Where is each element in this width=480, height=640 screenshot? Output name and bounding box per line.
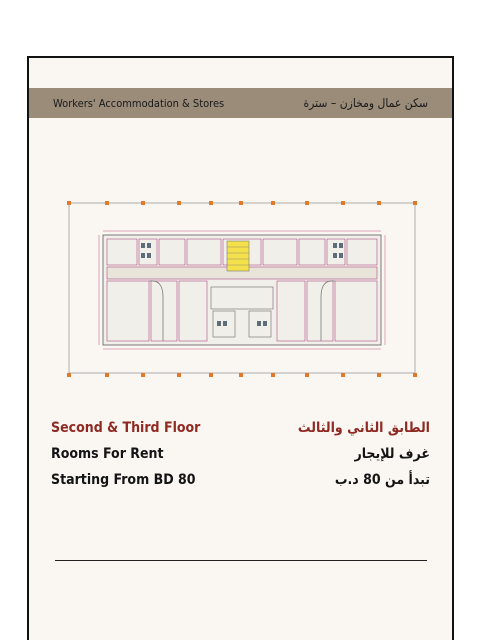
- floor-plan-drawing: [67, 201, 417, 377]
- rent-label-ar: غرف للإيجار: [354, 446, 430, 462]
- floor-label-en: Second & Third Floor: [51, 420, 201, 436]
- floor-label-row: [29, 420, 452, 436]
- price-label-ar: تبدأ من 80 د.ب: [334, 472, 430, 488]
- floor-label-ar: الطابق الثاني والثالث: [297, 420, 430, 436]
- divider-line: [55, 560, 427, 561]
- header-banner: [29, 88, 452, 118]
- price-label-en: Starting From BD 80: [51, 472, 196, 488]
- rent-label-row: [29, 446, 452, 462]
- brochure-page: [27, 56, 454, 640]
- rent-label-en: Rooms For Rent: [51, 446, 164, 462]
- banner-title-en: Workers' Accommodation & Stores: [53, 96, 225, 110]
- price-label-row: [29, 472, 452, 488]
- banner-title-ar: سكن عمال ومخازن – سترة: [303, 96, 428, 110]
